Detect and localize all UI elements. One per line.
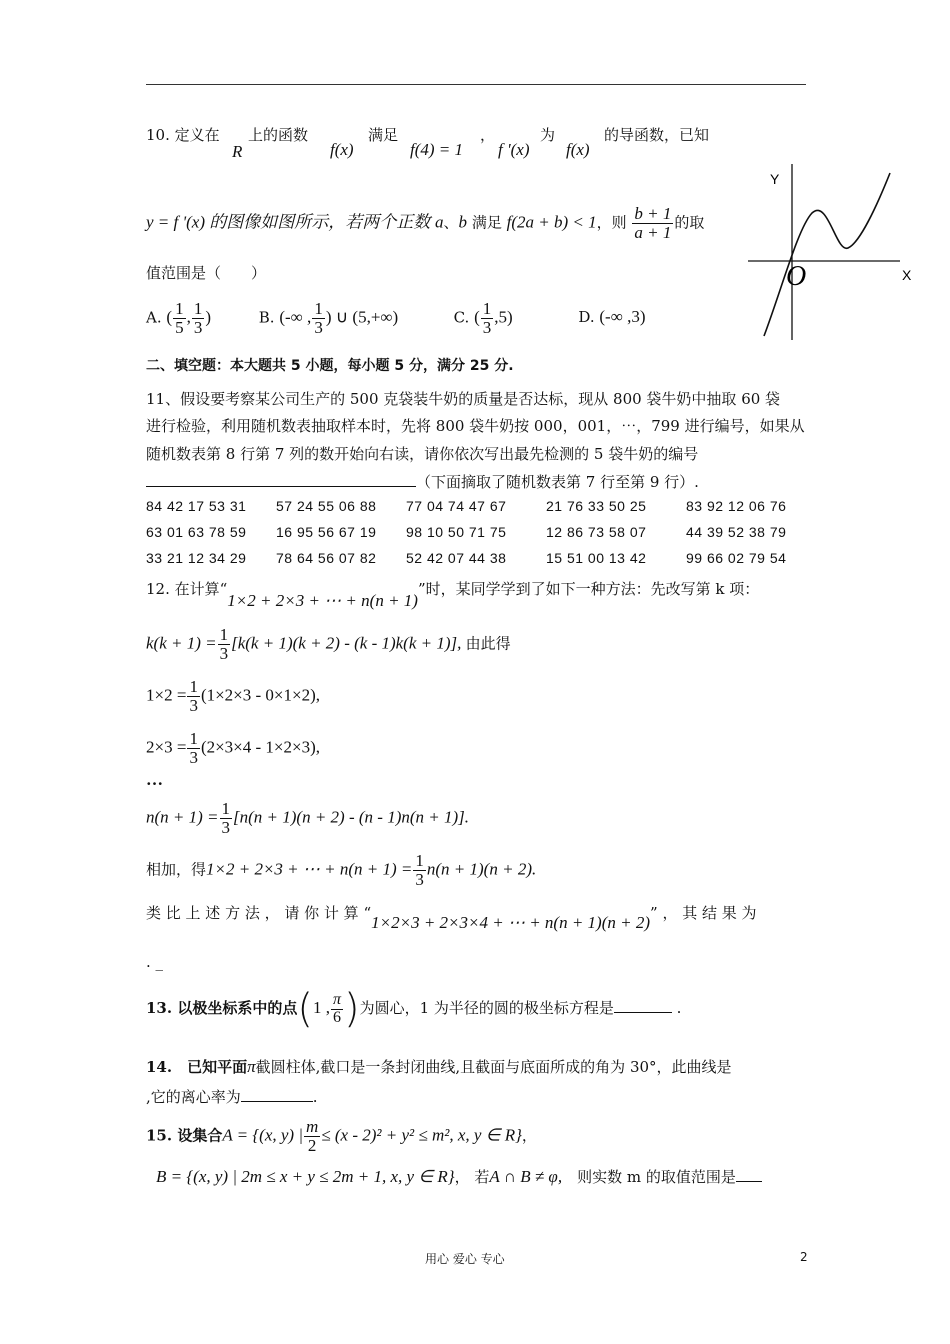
q10-text: 的导函数，已知 bbox=[604, 126, 710, 144]
x-axis-label: X bbox=[902, 267, 912, 283]
q12-formula-1: k(k + 1) = $\frac{1}{3}$ [k(k + 1)(k + 2) - (k - 1)k(k + 1)], 由此得 bbox=[146, 625, 511, 663]
q12-formula-3: 2×3 = $\frac{1}{3}$ (2×3×4 - 1×2×3), bbox=[146, 729, 321, 767]
footer-text: 用心 爱心 专心 bbox=[425, 1252, 505, 1266]
q10-options bbox=[146, 300, 646, 337]
q10-comma: ， bbox=[480, 126, 496, 144]
header-rule bbox=[146, 84, 806, 85]
q12-formula-4: n(n + 1) = $\frac{1}{3}$ [n(n + 1)(n + 2) - (n - 1)n(n + 1)]. bbox=[146, 799, 470, 837]
q11-line4: （下面摘取了随机数表第 7 行至第 9 行）. bbox=[146, 471, 699, 492]
q10-fx: f(x) bbox=[330, 140, 354, 159]
q15-line1: 15. 设集合A = {(x, y) | $\frac{m}{2}$ ≤ (x - 2)² + y² ≤ m², x, y ∈ R}， bbox=[146, 1117, 537, 1155]
answer-blank[interactable] bbox=[146, 486, 416, 487]
q10-text: 满足 bbox=[368, 126, 399, 144]
q10-line3: 值范围是（ ） bbox=[146, 264, 267, 282]
q10-text: 上的函数 bbox=[248, 126, 309, 144]
q12-ellipsis: … bbox=[146, 770, 163, 789]
q15-line2: B = {(x, y) | 2m ≤ x + y ≤ 2m + 1, x, y ∈ R}， 若A ∩ B ≠ φ, 则实数 m 的取值范围是 bbox=[156, 1166, 762, 1187]
option-c: C. ( $\frac{1}{3}$ ,5) bbox=[453, 299, 513, 337]
option-b: B. (-∞ , $\frac{1}{3}$ ) ∪ (5,+∞) bbox=[258, 299, 399, 337]
answer-blank[interactable] bbox=[736, 1181, 762, 1182]
q11-line3: 随机数表第 8 行第 7 列的数开始向右读，请你依次写出最先检测的 5 袋牛奶的编号 bbox=[146, 445, 699, 463]
section-heading: 二、填空题：本大题共 5 小题，每小题 5 分，满分 25 分. bbox=[146, 358, 514, 374]
option-d: D. (-∞ ,3) bbox=[578, 307, 646, 327]
q10-line1 bbox=[146, 124, 220, 145]
q10-fx: f(x) bbox=[566, 140, 590, 159]
random-row: 63 01 63 78 59 16 95 56 67 19 98 10 50 71 75 12 86 73 58 07 44 39 52 38 79 bbox=[146, 524, 787, 540]
random-row: 33 21 12 34 29 78 64 56 07 82 52 42 07 44 38 15 51 00 13 42 99 66 02 79 54 bbox=[146, 550, 787, 566]
q10-fraction: $\frac{b + 1}{a + 1}$ bbox=[634, 204, 672, 242]
derivative-graph bbox=[740, 158, 920, 348]
q11-line2: 进行检验，利用随机数表抽取样本时，先将 800 袋牛奶按 000，001，⋯，799 进行编号，如果从 bbox=[146, 417, 805, 435]
origin-label: O bbox=[786, 261, 807, 292]
y-axis-label: Y bbox=[770, 171, 780, 187]
q10-text: 10. 定义在 bbox=[146, 126, 220, 144]
page-number: 2 bbox=[800, 1250, 808, 1264]
q12-formula-2: 1×2 = $\frac{1}{3}$ (1×2×3 - 0×1×2), bbox=[146, 677, 321, 715]
q10-R: R bbox=[232, 142, 243, 161]
random-row: 84 42 17 53 31 57 24 55 06 88 77 04 74 47 67 21 76 33 50 25 83 92 12 06 76 bbox=[146, 498, 787, 514]
random-table bbox=[146, 498, 786, 576]
curve bbox=[764, 173, 890, 336]
answer-blank[interactable] bbox=[614, 1012, 672, 1013]
q10-text: 为 bbox=[540, 126, 556, 144]
q11-line1: 11、假设要考察某公司生产的 500 克袋装牛奶的质量是否达标，现从 800 袋牛奶中抽取 60 袋 bbox=[146, 390, 781, 408]
q14-line1: 14. 已知平面π截圆柱体,截口是一条封闭曲线,且截面与底面所成的角为 30°，此曲线是 bbox=[146, 1057, 732, 1076]
q13-line: 13. 以极坐标系中的点(1 , $\frac{\pi}{6}$ )为圆心，1 为半径的圆的极坐标方程是 . bbox=[146, 986, 682, 1032]
q10-line2: y = f '(x) 的图像如图所示，若两个正数 a、b 满足 f(2a + b) < 1，则 $\frac{b + 1}{a + 1}$ 的取 bbox=[146, 204, 705, 242]
q12-line1: 12. 在计算“1×2 + 2×3 + ⋯ + n(n + 1)”时，某同学学到了如下一种方法：先改写第 k 项： bbox=[146, 580, 760, 610]
q12-end: . _ bbox=[146, 953, 164, 971]
q10-condition: f(4) = 1 bbox=[410, 140, 464, 159]
q12-sum: 相加，得1×2 + 2×3 + ⋯ + n(n + 1) = $\frac{1}{3}$ n(n + 1)(n + 2). bbox=[146, 851, 537, 889]
option-a: A. ( $\frac{1}{5}$ , $\frac{1}{3}$ ) bbox=[146, 299, 211, 337]
q14-line2: ,它的离心率为 . bbox=[146, 1088, 318, 1106]
q12-analog: 类 比 上 述 方 法 ， 请 你 计 算 “1×2×3 + 2×3×4 + ⋯ + n(n + 1)(n + 2)” ， 其 结 果 为 bbox=[146, 904, 757, 932]
q10-fprime: f '(x) bbox=[498, 140, 530, 159]
answer-blank[interactable] bbox=[241, 1101, 313, 1102]
